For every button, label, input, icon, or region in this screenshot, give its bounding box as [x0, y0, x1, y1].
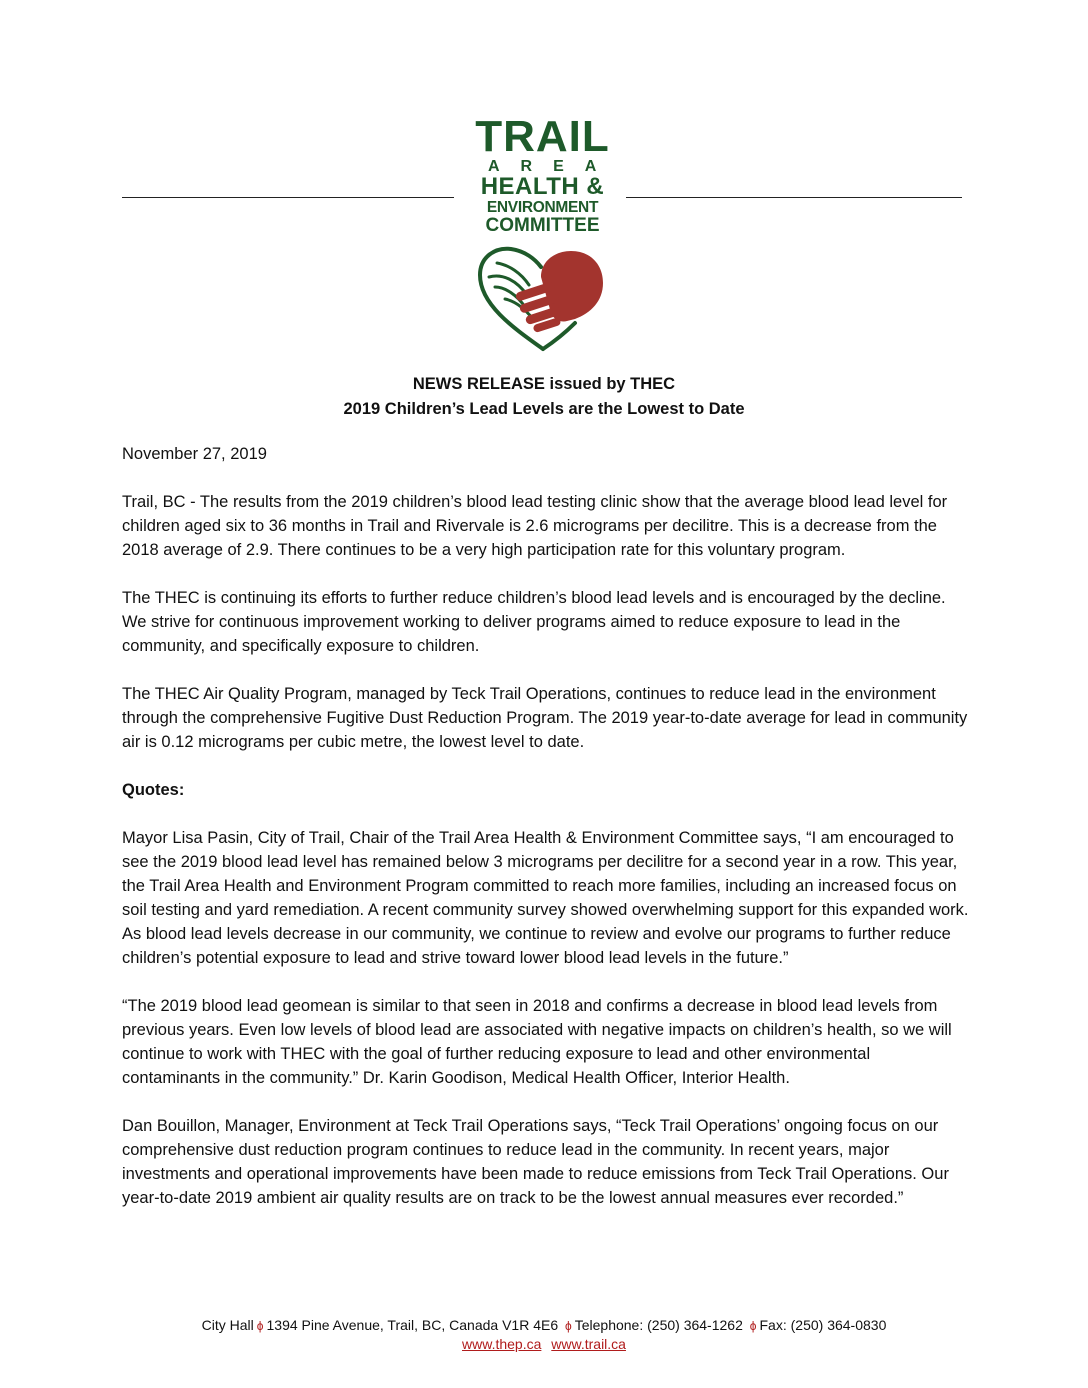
- separator-icon: ϕ: [749, 1319, 757, 1333]
- header-rule-right: [626, 197, 962, 198]
- committee-logo-text: [470, 112, 618, 236]
- logo-line-environment: ENVIRONMENT: [486, 199, 599, 216]
- logo-line-committee: COMMITTEE: [485, 215, 600, 236]
- logo-line-area: AREA: [488, 158, 618, 175]
- quote-paragraph: Dan Bouillon, Manager, Environment at Teck Trail Operations says, “Teck Trail Operations’ ongoing focus on our comprehensive dust reduction program continues to reduce lead in the community. In recent years, major investments and operational improvements have been made to reduce emissions from Teck Trail Operations. Our year-to-date 2019 ambient air quality results are on track to be the lowest annual measures ever recorded.”: [122, 1117, 949, 1207]
- footer-contact-line: [0, 1316, 1088, 1335]
- body-paragraph: The THEC is continuing its efforts to further reduce children’s blood lead levels and is encouraged by the decline. We strive for continuous improvement working to deliver programs aimed to reduce exposure to lead in the community, and specifically exposure to children.: [122, 589, 946, 655]
- separator-icon: ϕ: [256, 1319, 264, 1333]
- footer: [0, 1316, 1088, 1353]
- footer-telephone: Telephone: (250) 364-1262: [574, 1317, 743, 1333]
- news-release-title-block: [0, 372, 1088, 422]
- separator-icon: ϕ: [565, 1319, 572, 1333]
- logo-line-health: HEALTH &: [480, 173, 605, 200]
- logo-line-trail: TRAIL: [475, 112, 610, 161]
- body-paragraph: The THEC Air Quality Program, managed by Teck Trail Operations, continues to reduce lead in the environment through the comprehensive Fugitive Dust Reduction Program. The 2019 year-to-date average for lead in community air is 0.12 micrograms per cubic metre, the lowest level to date.: [122, 685, 968, 751]
- header-rule-left: [122, 197, 454, 198]
- thep-website-link[interactable]: www.thep.ca: [462, 1336, 542, 1352]
- release-body: [122, 442, 972, 1234]
- footer-street: 1394 Pine Avenue, Trail, BC, Canada V1R 4E6: [266, 1317, 559, 1333]
- quote-paragraph: “The 2019 blood lead geomean is similar to that seen in 2018 and confirms a decrease in blood lead levels from previous years. Even low levels of blood lead are associated with negative impacts on children’s health, so we will continue to work with THEC with the goal of further reducing exposure to lead and other environmental contaminants in the community.” Dr. Karin Goodison, Medical Health Officer, Interior Health.: [122, 997, 952, 1087]
- release-heading: NEWS RELEASE issued by THEC: [412, 375, 676, 393]
- release-date: November 27, 2019: [122, 445, 267, 463]
- heart-leaf-hand-icon: [475, 243, 610, 355]
- body-paragraph: Trail, BC - The results from the 2019 children’s blood lead testing clinic show that the average blood lead level for children aged six to 36 months in Trail and Rivervale is 2.6 micrograms per decilitre. This is a decrease from the 2018 average of 2.9. There continues to be a very high participation rate for this voluntary program.: [122, 493, 948, 559]
- footer-fax: Fax: (250) 364-0830: [759, 1317, 887, 1333]
- trail-website-link[interactable]: www.trail.ca: [551, 1336, 626, 1352]
- release-title: 2019 Children’s Lead Levels are the Lowest to Date: [343, 400, 745, 418]
- quotes-heading: Quotes:: [122, 781, 185, 799]
- quote-paragraph: Mayor Lisa Pasin, City of Trail, Chair of the Trail Area Health & Environment Committee says, “I am encouraged to see the 2019 blood lead level has remained below 3 micrograms per decilitre for a second year in a row. This year, the Trail Area Health and Environment Program committed to reach more families, including an increased focus on soil testing and yard remediation. A recent community survey showed overwhelming support for this expanded work. As blood lead levels decrease in our community, we continue to review and evolve our programs to further reduce children’s potential exposure to lead and strive toward lower blood lead levels in the future.”: [122, 829, 969, 967]
- footer-links: [0, 1335, 1088, 1353]
- footer-address: City Hall: [201, 1317, 254, 1333]
